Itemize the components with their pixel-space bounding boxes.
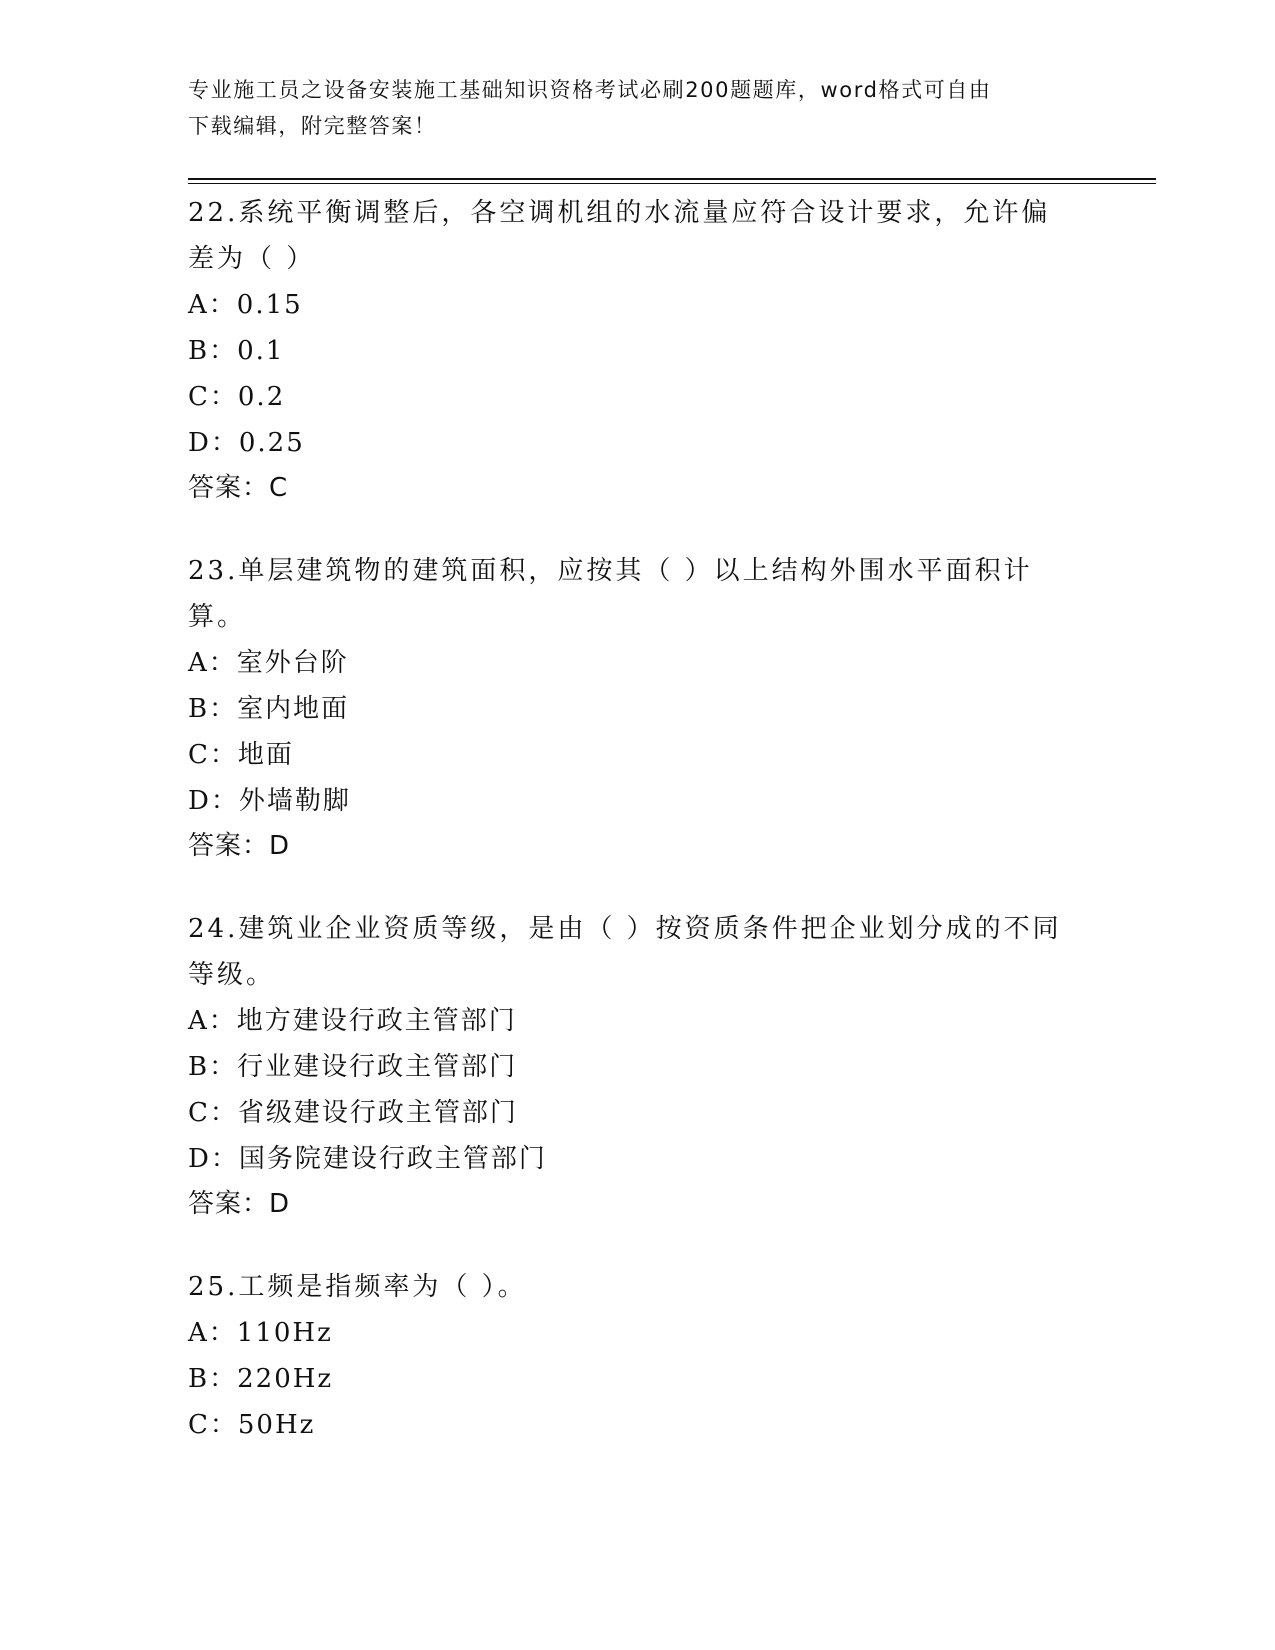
header-divider-thin [188,183,1156,184]
header-divider-thick [188,178,1156,180]
answer: 答案：D [188,831,291,861]
header-line-2: 下载编辑，附完整答案！ [188,114,437,138]
answer: 答案：C [188,473,289,503]
option-d: D：0.25 [188,428,305,458]
option-c: C：地面 [188,740,294,770]
question-text: 24.建筑业企业资质等级，是由（ ）按资质条件把企业划分成的不同等级。 [188,914,1062,990]
document-header [188,72,1068,144]
option-c: C：省级建设行政主管部门 [188,1098,518,1128]
question-24 [188,906,1088,1226]
option-a: A：地方建设行政主管部门 [188,1006,517,1036]
option-b: B：行业建设行政主管部门 [188,1052,518,1082]
option-c: C：0.2 [188,382,286,412]
option-b: B：220Hz [188,1364,334,1394]
option-a: A：室外台阶 [188,648,349,678]
question-text: 23.单层建筑物的建筑面积，应按其（ ）以上结构外围水平面积计算。 [188,556,1033,632]
question-text: 25.工频是指频率为（ ）。 [188,1272,527,1302]
answer: 答案：D [188,1189,291,1219]
question-22 [188,190,1088,510]
question-25 [188,1264,1088,1448]
option-d: D：国务院建设行政主管部门 [188,1144,547,1174]
option-b: B：室内地面 [188,694,350,724]
option-a: A：110Hz [188,1318,333,1348]
question-list [188,190,1088,1486]
option-b: B：0.1 [188,336,285,366]
option-c: C：50Hz [188,1410,316,1440]
question-23 [188,548,1088,868]
option-a: A：0.15 [188,290,303,320]
question-text: 22.系统平衡调整后，各空调机组的水流量应符合设计要求，允许偏差为（ ） [188,198,1051,274]
header-line-1: 专业施工员之设备安装施工基础知识资格考试必刷200题题库，word格式可自由 [188,78,992,102]
option-d: D：外墙勒脚 [188,786,351,816]
